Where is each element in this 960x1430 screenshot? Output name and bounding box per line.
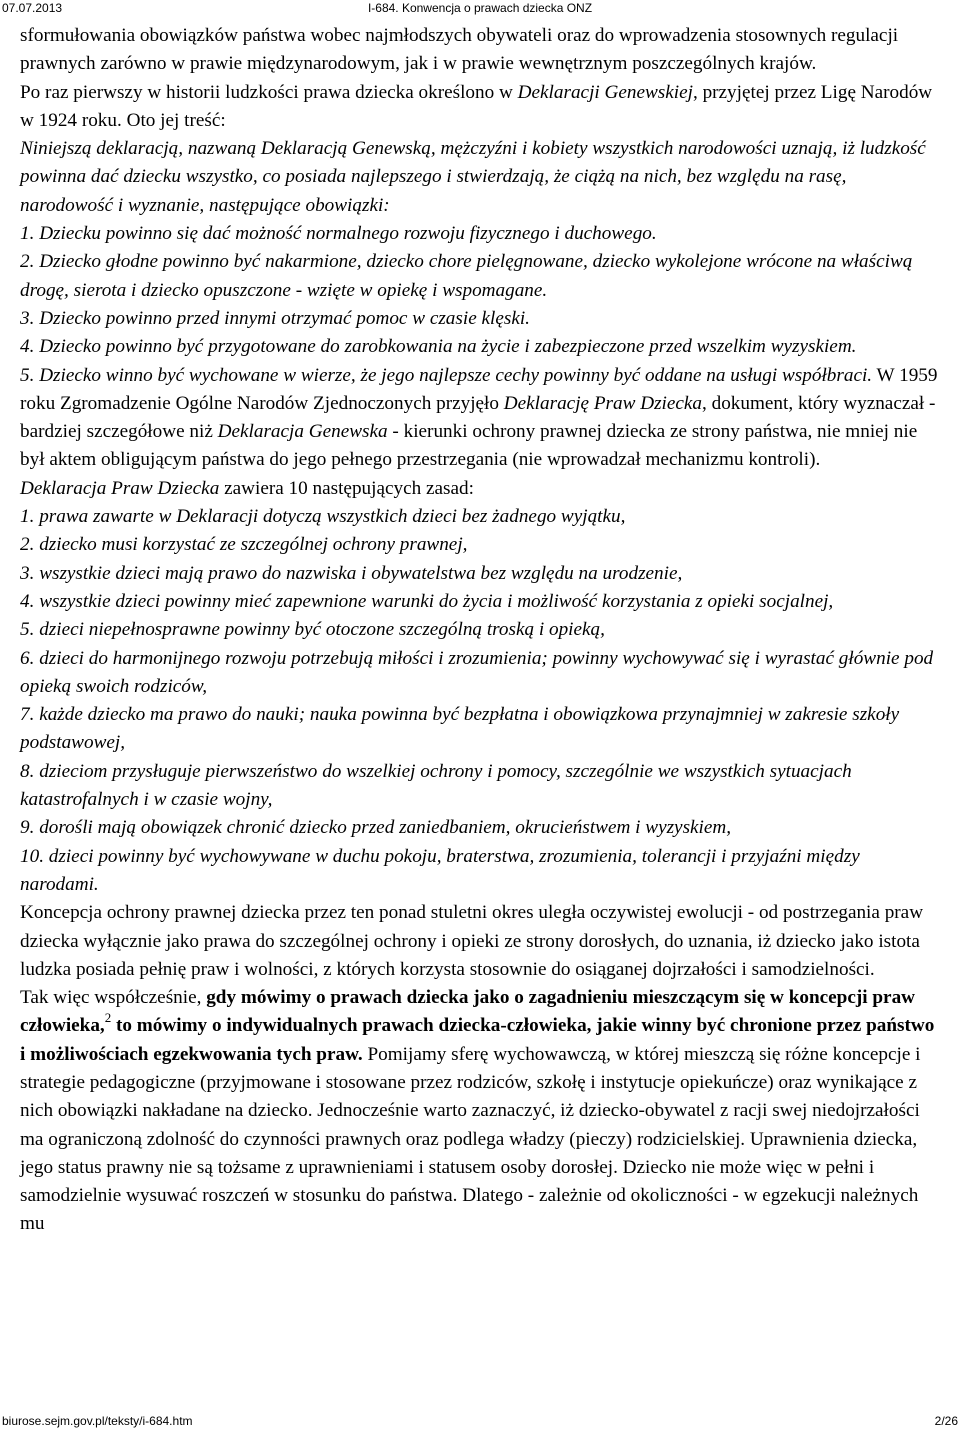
declaration-item: 3. Dziecko powinno przed innymi otrzymać pomoc w czasie klęski.: [20, 307, 530, 329]
print-date: 07.07.2013: [2, 1, 63, 15]
italic-title: Deklaracji Genewskiej: [517, 81, 693, 103]
paragraph-modern: [20, 984, 938, 1239]
page-header: [0, 0, 960, 16]
page-number: 2/26: [934, 1414, 958, 1428]
principle-item: 10. dzieci powinny być wychowywane w duchu pokoju, braterstwa, zrozumienia, tolerancji i przyjaźni między narodami.: [20, 845, 860, 895]
paragraph-evolution: Koncepcja ochrony prawnej dziecka przez ten ponad stuletni okres uległa oczywistej ewolucji - od postrzegania praw dziecka wyłącznie jako prawa do szczególnej ochrony i opieki ze strony dorosłych, do uznania, iż dziecko jako istota ludzka posiada pełnię praw i wolności, z których korzysta stosownie do osiąganej dojrzałości i samodzielności.: [20, 902, 924, 980]
paragraph-intro: sformułowania obowiązków państwa wobec najmłodszych obywateli oraz do wprowadzenia stosownych regulacji prawnych zarówno w prawie międzynarodowym, jak i w prawie wewnętrznym poszczególnych krajów.: [20, 25, 899, 75]
source-url: biurose.sejm.gov.pl/teksty/i-684.htm: [2, 1414, 193, 1428]
italic-title: Deklaracja Praw Dziecka: [20, 477, 220, 499]
italic-title: Deklaracja Genewska: [217, 421, 388, 443]
text-run: - kierunki ochrony prawnej dziecka ze strony państwa, nie mniej nie był aktem obligującym państwa do jego pełnego przestrzegania (nie wprowadzał mechanizmu kontroli).: [20, 421, 918, 471]
document-body: [20, 22, 938, 1239]
principle-item: 2. dziecko musi korzystać ze szczególnej ochrony prawnej,: [20, 534, 468, 556]
text-run: , dokument, który wyznaczał - bardziej szczegółowe niż: [20, 392, 936, 443]
text-run: zawiera 10 następujących zasad:: [219, 477, 474, 499]
principle-item: 1. prawa zawarte w Deklaracji dotyczą wszystkich dzieci bez żadnego wyjątku,: [20, 506, 626, 528]
text-run: Pomijamy sferę wychowawczą, w której mieszczą się różne koncepcje i strategie pedagogiczne (przyjmowane i stosowane przez rodziców, szkołę i instytucje opiekuńcze) oraz wynikające z nich obowiązki nakładane na dziecko. Jednocześnie warto zaznaczyć, iż dziecko-obywatel z racji swej niedojrzałości ma ograniczoną zdolność do czynności prawnych oraz podlega władzy (pieczy) rodzicielskiej. Uprawnienia dziecka, jego status prawny nie są tożsame z uprawnieniami i statusem osoby dorosłej. Dziecko nie może więc w pełni i samodzielnie wysuwać roszczeń w stosunku do państwa. Dlatego - zależnie od okoliczności - w egzekucji należnych mu: [20, 1043, 921, 1235]
footnote-link[interactable]: 2: [104, 1010, 112, 1026]
principle-item: 3. wszystkie dzieci mają prawo do nazwiska i obywatelstwa bez względu na urodzenie,: [20, 562, 683, 584]
principle-item: 9. dorośli mają obowiązek chronić dziecko przed zaniedbaniem, okrucieństwem i wyzyskiem,: [20, 817, 732, 839]
page-footer: [0, 1413, 960, 1429]
text-run: , przyjętej przez Ligę Narodów w 1924 roku. Oto jej treść:: [20, 81, 933, 131]
bold-text: gdy mówimy o prawach dziecka jako o zagadnieniu mieszczącym się w koncepcji praw człowieka,: [20, 987, 916, 1037]
principle-item: 4. wszystkie dzieci powinny mieć zapewnione warunki do życia i możliwość korzystania z opieki socjalnej,: [20, 590, 834, 612]
principle-item: 8. dzieciom przysługuje pierwszeństwo do wszelkiej ochrony i pomocy, szczególnie we wszystkich sytuacjach katastrofalnych i w czasie wojny,: [20, 760, 852, 811]
declaration-item: 5. Dziecko winno być wychowane w wierze, że jego najlepsze cechy powinny być oddane na usługi współbraci.: [20, 364, 873, 386]
paragraph-geneva: [20, 79, 938, 136]
text-run: W 1959 roku Zgromadzenie Ogólne Narodów Zjednoczonych przyjęło: [20, 364, 938, 414]
document-title: I-684. Konwencja o prawach dziecka ONZ: [367, 1, 593, 15]
declaration-item: 2. Dziecko głodne powinno być nakarmione, dziecko chore pielęgnowane, dziecko wykolejone wrócone na właściwą drogę, sierota i dziecko opuszczone - wzięte w opiekę i wspomagane.: [20, 251, 913, 301]
declaration-item: 4. Dziecko powinno być przygotowane do zarobkowania na życie i zabezpieczone przed wszelkim wyzyskiem.: [20, 336, 857, 358]
principle-item: 7. każde dziecko ma prawo do nauki; nauka powinna być bezpłatna i obowiązkowa przynajmniej w zakresie szkoły podstawowej,: [20, 704, 900, 754]
declaration-item: 1. Dziecku powinno się dać możność normalnego rozwoju fizycznego i duchowego.: [20, 223, 657, 245]
principle-item: 5. dzieci niepełnosprawne powinny być otoczone szczególną troską i opieką,: [20, 619, 605, 641]
paragraph-1959: [20, 362, 938, 475]
principle-item: 6. dzieci do harmonijnego rozwoju potrzebują miłości i zrozumienia; powinny wychowywać się i wyrastać głównie pod opieką swoich rodziców,: [20, 647, 934, 697]
text-run: Po raz pierwszy w historii ludzkości prawa dziecka określono w: [20, 81, 518, 103]
declaration-intro: Niniejszą deklaracją, nazwaną Deklaracją Genewską, mężczyźni i kobiety wszystkich narodowości uznają, iż ludzkość powinna dać dziecku wszystko, co posiada najlepszego i stwierdzają, że ciążą na nich, bez względu na rasę, narodowość i wyznanie, następujące obowiązki:: [20, 138, 926, 216]
paragraph-principles: [20, 475, 938, 503]
bold-text: to mówimy o indywidualnych prawach dziecka-człowieka, jakie winny być chronione przez państwo i możliwościach egzekwowania tych praw.: [20, 1015, 935, 1065]
text-run: Tak więc współcześnie,: [20, 987, 207, 1009]
italic-title: Deklarację Praw Dziecka: [503, 392, 703, 414]
